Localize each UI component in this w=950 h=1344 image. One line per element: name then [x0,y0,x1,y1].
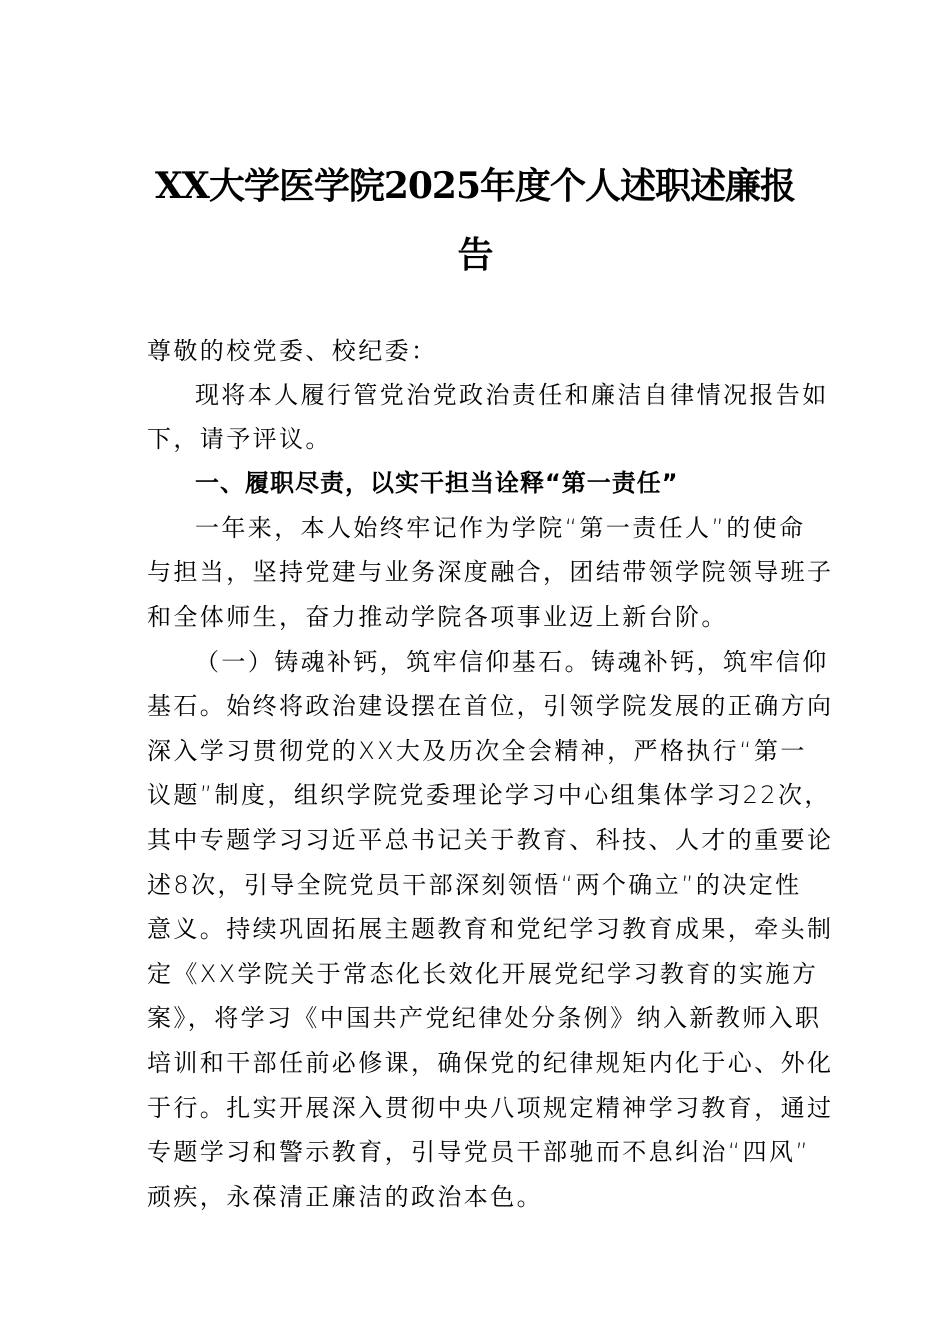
document-title-line-1: XX大学医学院2025年度个人述职述廉报 [154,165,796,207]
subsection-1-line-3: 深入学习贯彻党的XX大及历次全会精神，严格执行“第一 [147,737,807,765]
subsection-1-line-5: 其中专题学习习近平总书记关于教育、科技、人才的重要论 [147,826,834,854]
intro-line-1: 现将本人履行管党治党政治责任和廉洁自律情况报告如 [195,381,829,409]
subsection-1-line-8: 定《XX学院关于常态化长效化开展党纪学习教育的实施方 [147,960,819,988]
subsection-1-line-6: 述8次，引导全院党员干部深刻领悟“两个确立”的决定性 [147,871,802,899]
subsection-1-line-4: 议题”制度，组织学院党委理论学习中心组集体学习22次， [147,781,831,809]
subsection-1-line-2: 基石。始终将政治建设摆在首位，引领学院发展的正确方向 [147,692,834,720]
subsection-1-line-9: 案》，将学习《中国共产党纪律处分条例》纳入新教师入职 [147,1004,822,1032]
section-1-para-line-2: 与担当，坚持党建与业务深度融合，团结带领学院领导班子 [147,558,834,586]
section-1-heading: 一、履职尽责，以实干担当诠释“第一责任” [195,469,679,497]
document-title-line-2: 告 [457,234,493,276]
subsection-1-line-12: 专题学习和警示教育，引导党员干部驰而不息纠治“四风” [147,1138,811,1166]
intro-line-2: 下，请予评议。 [147,425,332,453]
salutation: 尊敬的校党委、校纪委： [147,337,438,365]
subsection-1-line-10: 培训和干部任前必修课，确保党的纪律规矩内化于心、外化 [147,1049,834,1077]
subsection-1-line-7: 意义。持续巩固拓展主题教育和党纪学习教育成果，牵头制 [147,915,834,943]
section-1-para-line-1: 一年来，本人始终牢记作为学院“第一责任人”的使命 [195,514,806,542]
subsection-1-line-13: 顽疾，永葆清正廉洁的政治本色。 [147,1183,543,1211]
subsection-1-line-11: 于行。扎实开展深入贯彻中央八项规定精神学习教育，通过 [147,1094,834,1122]
subsection-1-line-1: （一）铸魂补钙，筑牢信仰基石。铸魂补钙，筑牢信仰 [195,648,829,676]
section-1-para-line-3: 和全体师生，奋力推动学院各项事业迈上新台阶。 [147,603,728,631]
